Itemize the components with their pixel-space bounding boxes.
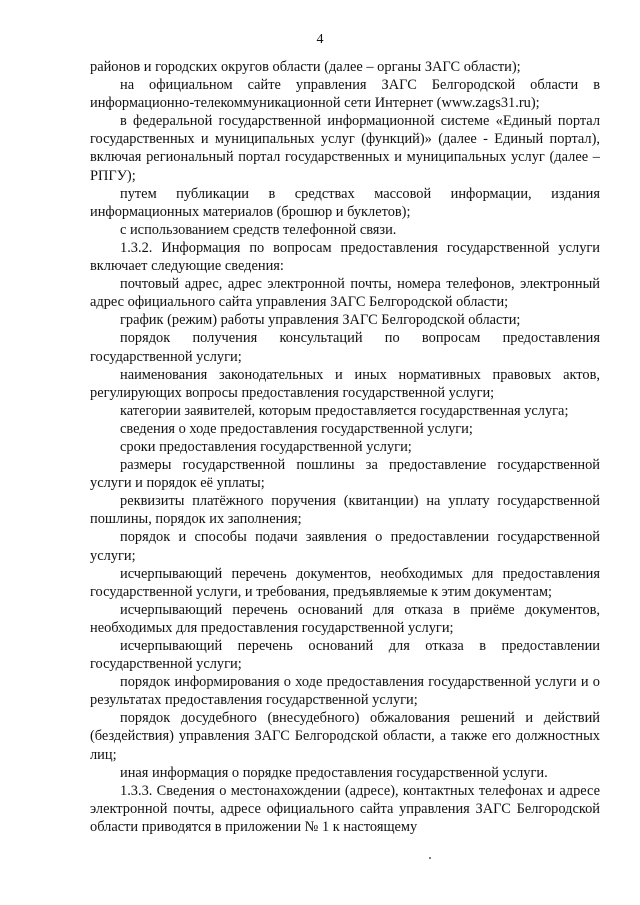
paragraph: порядок досудебного (внесудебного) обжалования решений и действий (бездействия) управления ЗАГС Белгородской области, а также его должностных лиц; — [90, 710, 600, 763]
paragraph: районов и городских округов области (далее – органы ЗАГС области); — [90, 59, 521, 75]
paragraph: исчерпывающий перечень оснований для отказа в приёме документов, необходимых для предоставления государственной услуги; — [90, 601, 600, 636]
paragraph: в федеральной государственной информационной системе «Единый портал государственных и муниципальных услуг (функций)» (далее - Единый портал), включая региональный портал государственных и муниципальных услуг (далее – РПГУ); — [90, 113, 600, 184]
paragraph: на официальном сайте управления ЗАГС Белгородской области в информационно-телекоммуникационной сети Интернет (www.zags31.ru); — [90, 77, 600, 112]
paragraph: порядок и способы подачи заявления о предоставлении государственной услуги; — [90, 529, 600, 564]
paragraph: сведения о ходе предоставления государственной услуги; — [120, 420, 473, 437]
section-heading-paragraph: 1.3.3. Сведения о местонахождении (адресе), контактных телефонах и адресе электронной почты, адресе официального сайта управления ЗАГС Белгородской области приводятся в приложении № 1 к настоящему — [90, 782, 600, 835]
paragraph: сроки предоставления государственной услуги; — [120, 438, 412, 455]
paragraph: порядок получения консультаций по вопросам предоставления государственной услуги; — [90, 330, 600, 365]
paragraph: исчерпывающий перечень документов, необходимых для предоставления государственной услуги, и требования, предъявляемые к этим документам; — [90, 565, 600, 600]
paragraph: реквизиты платёжного поручения (квитанции) на уплату государственной пошлины, порядок их заполнения; — [90, 493, 600, 528]
paragraph: иная информация о порядке предоставления государственной услуги. — [120, 764, 548, 781]
page-number: 4 — [316, 32, 324, 47]
section-heading-paragraph: 1.3.2. Информация по вопросам предоставления государственной услуги включает следующие сведения: — [90, 239, 600, 275]
paragraph: размеры государственной пошлины за предоставление государственной услуги и порядок её уплаты; — [90, 457, 600, 492]
paragraph: почтовый адрес, адрес электронной почты, номера телефонов, электронный адрес официального сайта управления ЗАГС Белгородской области; — [90, 276, 600, 311]
paragraph: график (режим) работы управления ЗАГС Белгородской области; — [120, 312, 521, 329]
paragraph: порядок информирования о ходе предоставления государственной услуги и о результатах предоставления государственной услуги; — [90, 674, 600, 709]
document-body — [90, 58, 600, 836]
paragraph: наименования законодательных и иных нормативных правовых актов, регулирующих вопросы предоставления государственной услуги; — [90, 366, 600, 401]
paragraph: путем публикации в средствах массовой информации, издания информационных материалов (брошюр и буклетов); — [90, 185, 600, 220]
paragraph: с использованием средств телефонной связи. — [120, 221, 397, 238]
paragraph: исчерпывающий перечень оснований для отказа в предоставлении государственной услуги; — [90, 638, 600, 673]
scan-speck — [429, 857, 431, 859]
paragraph: категории заявителей, которым предоставляется государственная услуга; — [120, 402, 569, 419]
